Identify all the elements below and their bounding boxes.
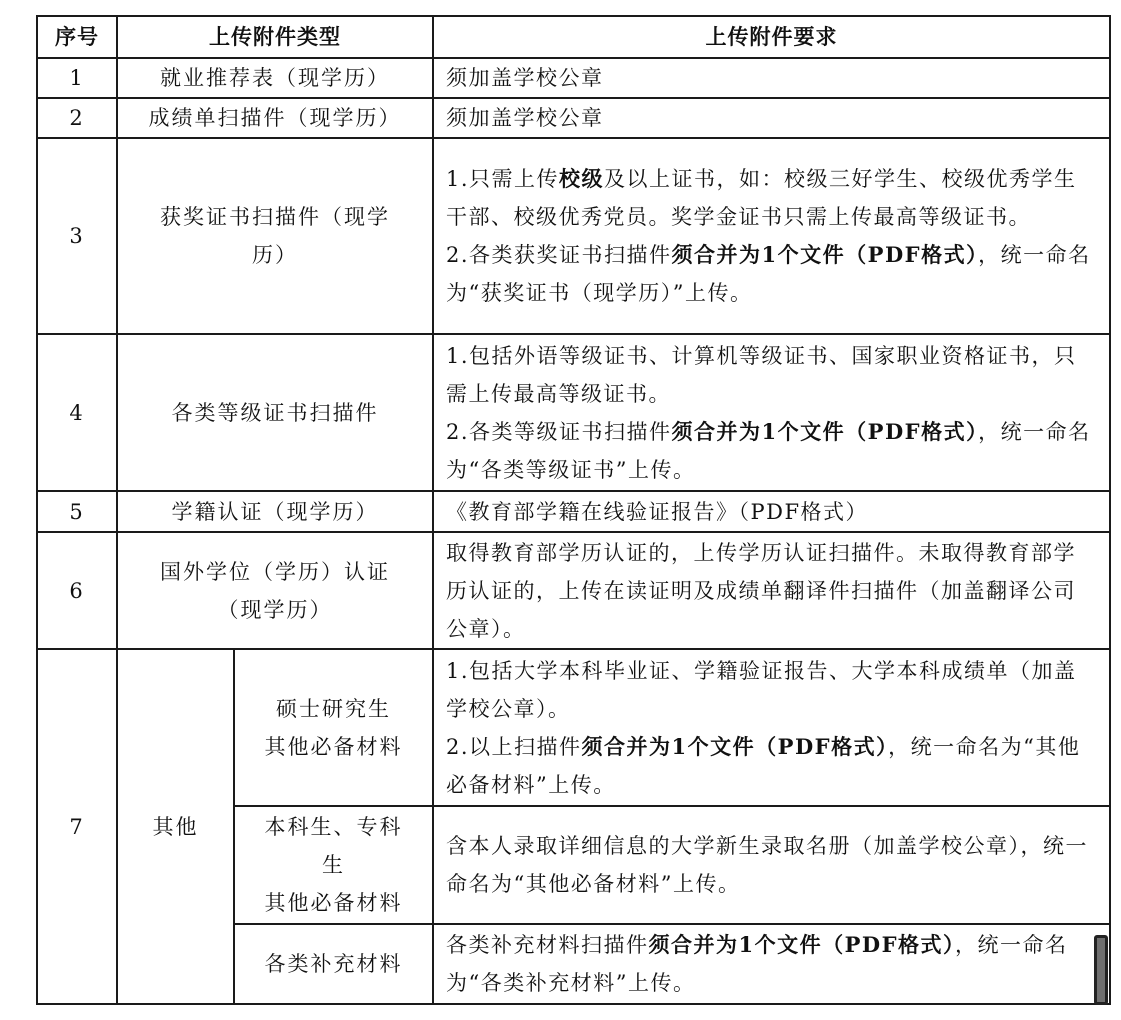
table-row: [37, 532, 1110, 649]
row-number: 5: [37, 491, 117, 532]
attachment-requirement: [433, 334, 1110, 491]
attachment-type: 成绩单扫描件（现学历）: [117, 98, 433, 138]
req-text: 2.各类获奖证书扫描件: [446, 243, 672, 267]
attachment-requirement: 取得教育部学历认证的，上传学历认证扫描件。未取得教育部学历认证的，上传在读证明及成绩单翻译件扫描件（加盖翻译公司公章）。: [433, 532, 1110, 649]
type-line: （现学历）: [217, 597, 333, 622]
header-no: 序号: [37, 16, 117, 58]
attachment-type: [117, 138, 433, 334]
row-number: 4: [37, 334, 117, 491]
table-row: [37, 334, 1110, 491]
type-line: 国外学位（学历）认证: [160, 559, 390, 584]
attachment-type: 学籍认证（现学历）: [117, 491, 433, 532]
req-emphasis: 须合并为1个文件（PDF格式）: [581, 733, 889, 759]
attachment-subtype: [234, 806, 433, 924]
attachment-type-group: 其他: [117, 649, 234, 1004]
header-requirements: 上传附件要求: [433, 16, 1110, 58]
header-type: 上传附件类型: [117, 16, 433, 58]
table-row: [37, 649, 1110, 806]
req-text: ，统一命名为“各类补充材料”上传。: [446, 933, 1068, 995]
req-text: 1.只需上传: [446, 167, 560, 191]
type-line: 其他必备材料: [264, 734, 403, 759]
attachment-requirement: [433, 924, 1110, 1004]
type-line: 获奖证书扫描件（现学: [160, 205, 390, 229]
attachment-type: 各类等级证书扫描件: [117, 334, 433, 491]
req-emphasis: 须合并为1个文件（PDF格式）: [671, 242, 979, 267]
attachment-requirements-table: [36, 15, 1111, 1005]
row-number: 2: [37, 98, 117, 138]
row-number: 6: [37, 532, 117, 649]
attachment-requirement: 须加盖学校公章: [433, 58, 1110, 98]
type-line: 硕士研究生: [276, 696, 391, 721]
req-text: 2.各类等级证书扫描件: [446, 419, 672, 444]
req-text: 2.以上扫描件: [446, 734, 582, 759]
req-text: 及以上证书，如：校级三好学生、校级优秀学生干部、校级优秀党员。奖学金证书只需上传最高等级证书。: [446, 167, 1077, 229]
type-line: 生: [322, 853, 345, 877]
req-text: 1.包括大学本科毕业证、学籍验证报告、大学本科成绩单（加盖学校公章）。: [446, 658, 1077, 721]
req-text: 各类补充材料扫描件: [446, 933, 649, 957]
req-text: ，统一命名为“获奖证书（现学历）”上传。: [446, 243, 1091, 305]
row-number: 7: [37, 649, 117, 1004]
scrollbar-thumb[interactable]: [1094, 935, 1108, 1005]
req-emphasis: 须合并为1个文件（PDF格式）: [671, 418, 979, 444]
attachment-subtype: [234, 649, 433, 806]
req-text: 1.包括外语等级证书、计算机等级证书、国家职业资格证书，只需上传最高等级证书。: [446, 343, 1077, 406]
req-text: ，统一命名为“其他必备材料”上传。: [446, 734, 1081, 797]
attachment-requirement: [433, 649, 1110, 806]
attachment-requirement: 《教育部学籍在线验证报告》（PDF格式）: [433, 491, 1110, 532]
attachment-type: 就业推荐表（现学历）: [117, 58, 433, 98]
attachment-type: [117, 532, 433, 649]
type-line: 本科生、专科: [264, 815, 403, 839]
req-emphasis: 须合并为1个文件（PDF格式）: [648, 932, 956, 957]
table-row: [37, 58, 1110, 98]
table-row: [37, 491, 1110, 532]
table-row: [37, 98, 1110, 138]
attachment-requirement: [433, 138, 1110, 334]
attachment-subtype: 各类补充材料: [234, 924, 433, 1004]
req-emphasis: 校级: [559, 166, 605, 191]
row-number: 1: [37, 58, 117, 98]
attachment-requirement: 须加盖学校公章: [433, 98, 1110, 138]
header-row: [37, 16, 1110, 58]
req-text: ，统一命名为“各类等级证书”上传。: [446, 419, 1091, 482]
attachment-requirement: 含本人录取详细信息的大学新生录取名册（加盖学校公章），统一命名为“其他必备材料”上传。: [433, 806, 1110, 924]
table-row: [37, 138, 1110, 334]
type-line: 其他必备材料: [264, 891, 403, 915]
type-line: 历）: [252, 243, 298, 267]
row-number: 3: [37, 138, 117, 334]
